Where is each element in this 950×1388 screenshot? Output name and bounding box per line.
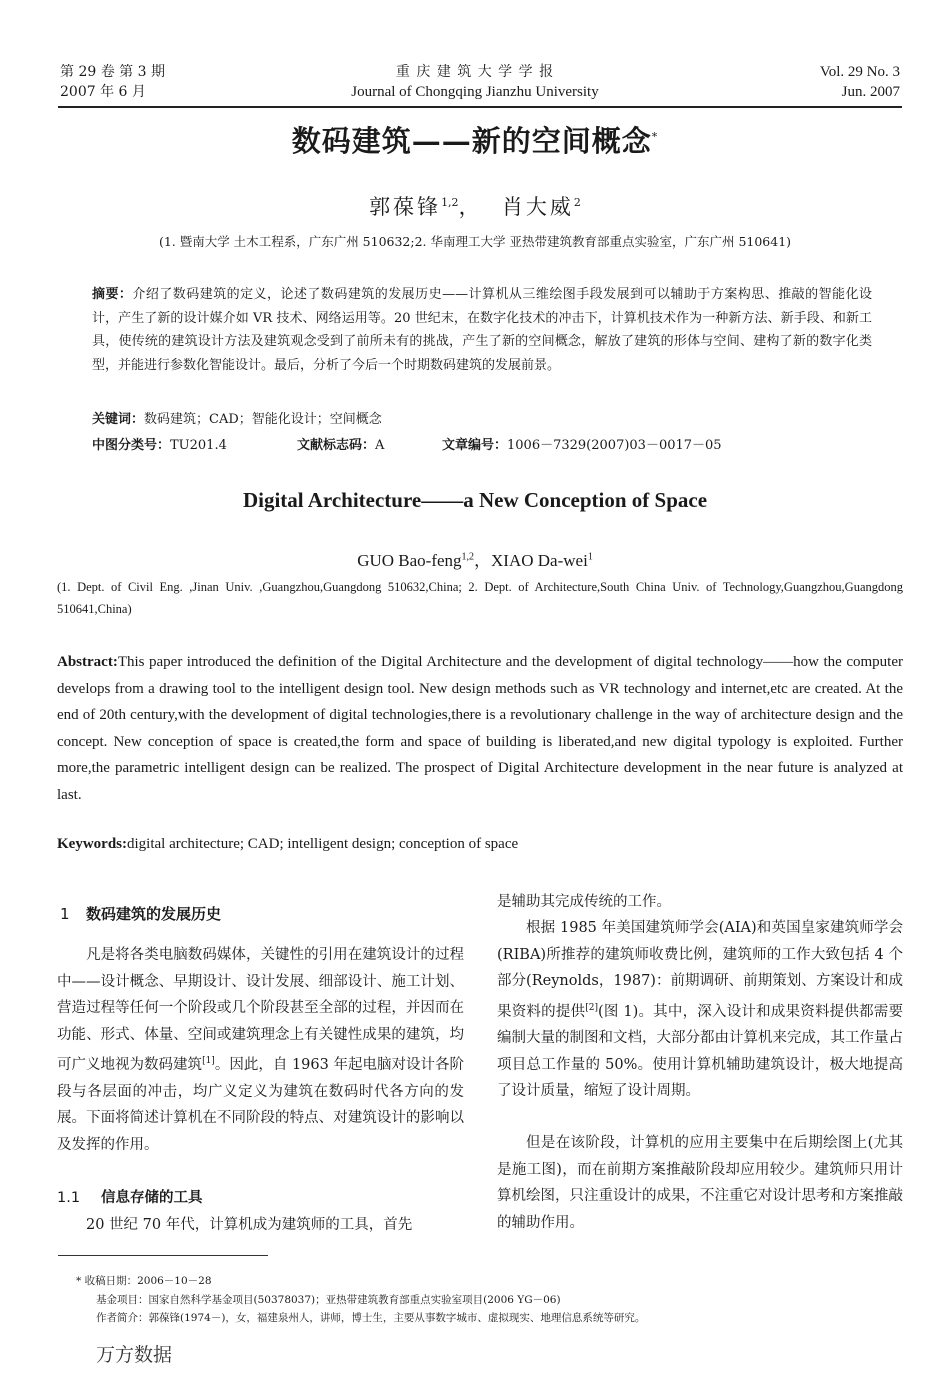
keywords-cn	[92, 408, 382, 427]
left-paragraph-1	[57, 942, 464, 1159]
keywords-cn-text: 数码建筑；CAD；智能化设计；空间概念	[144, 412, 382, 427]
author-cn-2-affil: 2	[573, 196, 581, 209]
right-para1-text-a: 根据 1985 年美国建筑师学会(AIA)和英国皇家建筑师学会(RIBA)所推荐的建筑师收费比例，建筑师的工作大致包括 4 个部分(Reynolds，1987)：前期调研、前期策划、方案设计和成果资料的提供	[497, 920, 903, 1020]
paper-title-cn-text: 数码建筑——新的空间概念	[291, 124, 652, 158]
left-para1-text-b: 。因此，自 1963 年起电脑对设计各阶段与各层面的冲击，均广义定义为建筑在数码时代各方向的发展。下面将简述计算机在不同阶段的特点、对建筑设计的影响以及发挥的作用。	[57, 1057, 465, 1153]
footnote-author-bio: 作者简介：郭葆锋(1974－)，女，福建泉州人，讲师，博士生，主要从事数字城市、虚拟现实、地理信息系统等研究。	[96, 1312, 646, 1324]
keywords-en-label: Keywords:	[57, 836, 127, 852]
article-number-label: 文章编号：	[442, 438, 508, 453]
authors-en-separator: ，	[474, 551, 492, 570]
author-cn-2: 肖大威	[501, 195, 574, 219]
doc-code-label: 文献标志码：	[297, 438, 376, 453]
header-divider	[58, 106, 902, 108]
right-paragraph-1	[497, 915, 903, 1105]
citation-1: [1]	[202, 1056, 215, 1067]
author-cn-1: 郭葆锋	[369, 195, 442, 219]
subsection-1-1-heading	[57, 1186, 203, 1207]
date-cn: 2007 年 6 月	[60, 84, 146, 100]
abstract-en-text: This paper introduced the definition of the Digital Architecture and the development of digital technology——how the computer develops from a drawing tool to the intelligent design tool. New design methods such as VR technology and internet,etc are created. At the end of 20th century,with the development of digital technologies,there is a revolutionary challenge in the way of architecture design and the concept. New conception of space is created,the form and space of building is liberated,and new digital typology is exploited. Further more,the parametric intelligent design can be realized. The prospect of Digital Architecture development in the near future is analyzed at last.	[57, 654, 903, 803]
journal-name-en: Journal of Chongqing Jianzhu University	[351, 84, 599, 100]
section-1-number: 1	[60, 905, 70, 923]
subsection-1-1-number: 1.1	[57, 1190, 81, 1206]
abstract-cn-text: 介绍了数码建筑的定义，论述了数码建筑的发展历史——计算机从三维绘图手段发展到可以辅助于方案构思、推敲的智能化设计，产生了新的设计媒介如 VR 技术、网络运用等。20 世纪末，在数字化技术的冲击下，计算机技术作为一种新方法、新手段、和新工具，使传统的建筑设计方法及建筑观念受到了前所未有的挑战，产生了新的空间概念，解放了建筑的形体与空间、建构了新的数字化类型，并能进行参数化智能设计。最后，分析了今后一个时期数码建筑的发展前景。	[92, 287, 872, 373]
paper-title-cn	[0, 119, 950, 160]
footnote-received: * 收稿日期：2006－10－28	[76, 1275, 212, 1287]
left-paragraph-2: 20 世纪 70 年代，计算机成为建筑师的工具，首先	[86, 1217, 413, 1233]
keywords-en-text: digital architecture; CAD; intelligent design; conception of space	[127, 836, 519, 852]
author-cn-1-affil: 1,2	[441, 196, 459, 209]
classification-line	[92, 434, 722, 453]
right-para1-text-b: (图 1)。其中，深入设计和成果资料提供都需要编制大量的制图和文档，大部分都由计算机来完成，其工作量占项目总工作量的 50%。使用计算机辅助建筑设计，极大地提高了设计质量，缩短了设计周期。	[497, 1003, 903, 1100]
title-footnote-mark: *	[651, 130, 659, 144]
footnote-divider	[58, 1255, 268, 1256]
abstract-en-label: Abstract:	[57, 654, 118, 670]
abstract-cn	[92, 283, 872, 377]
volume-issue-en: Vol. 29 No. 3	[819, 64, 900, 80]
author-en-2: XIAO Da-wei	[491, 551, 588, 570]
paper-title-en: Digital Architecture——a New Conception of Space	[242, 488, 708, 512]
abstract-en	[57, 649, 903, 809]
author-en-2-affil: 1	[587, 551, 593, 563]
author-en-1: GUO Bao-feng	[357, 551, 462, 570]
keywords-en	[57, 836, 518, 853]
volume-issue-cn: 第 29 卷 第 3 期	[60, 64, 165, 80]
right-paragraph-0: 是辅助其完成传统的工作。	[497, 894, 671, 910]
authors-en	[0, 546, 950, 571]
journal-name-cn: 重 庆 建 筑 大 学 学 报	[395, 64, 555, 80]
clc-label: 中图分类号：	[92, 438, 171, 453]
footnote-funding: 基金项目：国家自然科学基金项目(50378037)；亚热带建筑教育部重点实验室项目(2006 YG－06)	[96, 1294, 561, 1306]
author-en-1-affil: 1,2	[461, 551, 475, 563]
article-number-value: 1006－7329(2007)03－0017－05	[507, 438, 722, 453]
affiliation-en: (1. Dept. of Civil Eng. ,Jinan Univ. ,Guangzhou,Guangdong 510632,China; 2. Dept. of Architecture,South China Univ. of Technology,Guangzhou,Guangdong 510641,China)	[57, 580, 903, 616]
authors-cn: 郭葆锋$^{1,2}$， 肖大威$^2$	[369, 195, 581, 219]
clc-value: TU201.4	[170, 438, 227, 453]
subsection-1-1-title: 信息存储的工具	[101, 1190, 203, 1206]
journal-volume-en	[700, 62, 900, 102]
date-en: Jun. 2007	[841, 84, 900, 100]
affiliation-cn: (1. 暨南大学 土木工程系，广东广州 510632;2. 华南理工大学 亚热带建筑教育部重点实验室，广东广州 510641)	[158, 234, 792, 249]
doc-code-value: A	[375, 438, 385, 453]
section-1-title: 数码建筑的发展历史	[86, 905, 222, 923]
section-1-heading	[60, 903, 221, 924]
right-paragraph-2: 但是在该阶段，计算机的应用主要集中在后期绘图上(尤其是施工图)，而在前期方案推敲阶段却应用较少。建筑师只用计算机绘图，只注重设计的成果，不注重它对设计思考和方案推敲的辅助作用。	[497, 1135, 903, 1231]
left-para1-text-a: 凡是将各类电脑数码媒体，关键性的引用在建筑设计的过程中——设计概念、早期设计、设计发展、细部设计、施工计划、营造过程等任何一个阶段或几个阶段甚至全部的过程，并因而在功能、形式、体量、空间或建筑理念上有关键性成果的建筑，均可广义地视为数码建筑	[57, 947, 464, 1074]
citation-2: [2]	[585, 1002, 598, 1013]
keywords-cn-label: 关键词：	[92, 412, 145, 427]
watermark-text: 万方数据	[96, 1345, 173, 1366]
abstract-cn-label: 摘要：	[92, 287, 133, 302]
